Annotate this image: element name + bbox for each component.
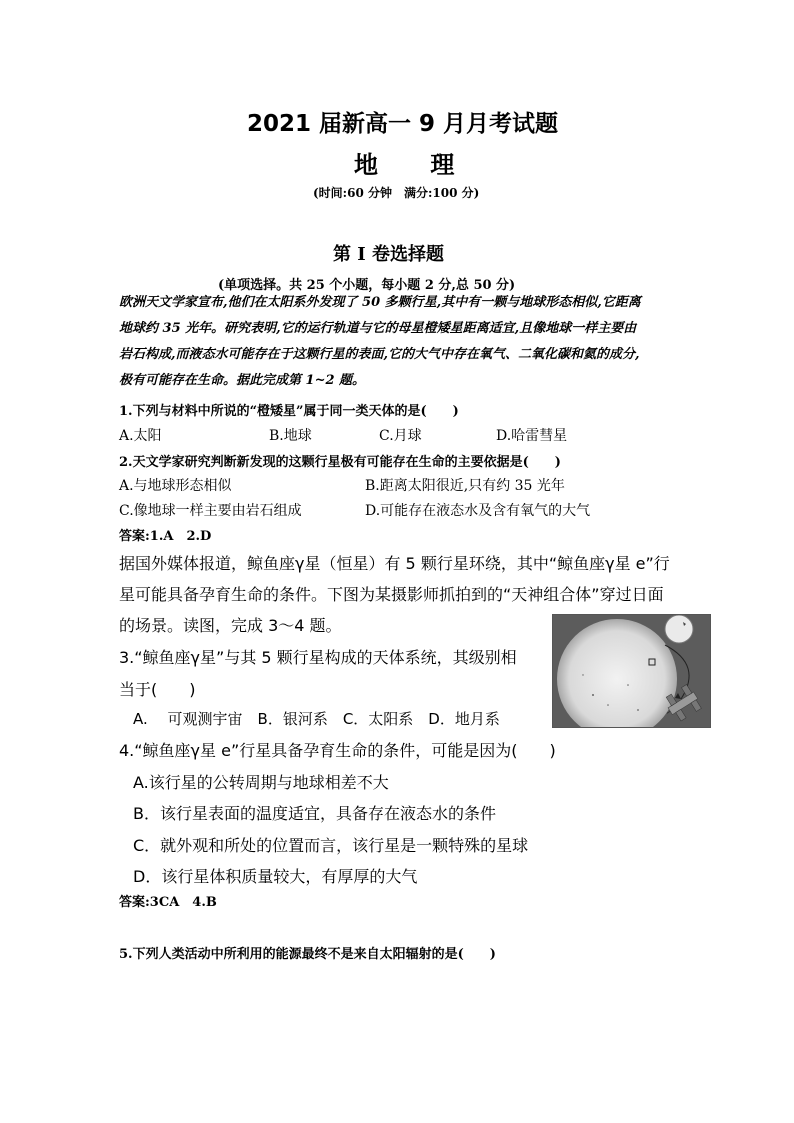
sun-transit-photo [552, 614, 711, 728]
exam-title: 2021 届新高一 9 月月考试题 [247, 111, 559, 137]
question-1-option-b: B.地球 [269, 428, 312, 444]
sun-transit-image [553, 615, 710, 727]
question-2-option-d: D.可能存在液态水及含有氧气的大气 [365, 503, 591, 519]
passage-2-line: 星可能具备孕育生命的条件。下图为某摄影师抓拍到的“天神组合体”穿过日面 [119, 585, 664, 604]
question-3-options: A. 可观测宇宙 B．银河系 C．太阳系 D．地月系 [133, 710, 500, 728]
section-instructions: (单项选择。共 25 个小题，每小题 2 分,总 50 分) [218, 278, 516, 293]
passage-1 [119, 290, 641, 394]
question-4-stem: 4.“鲸鱼座γ星 e”行星具备孕育生命的条件，可能是因为( ) [119, 741, 556, 760]
passage-2-line: 的场景。读图，完成 3～4 题。 [119, 616, 342, 635]
question-2-option-c: C.像地球一样主要由岩石组成 [119, 503, 302, 519]
question-2-option-a: A.与地球形态相似 [119, 478, 232, 494]
question-1-option-a: A.太阳 [119, 428, 162, 444]
question-1-option-d: D.哈雷彗星 [496, 428, 568, 444]
passage-1-line: 极有可能存在生命。据此完成第 1~2 题。 [119, 373, 366, 388]
question-1-option-c: C.月球 [379, 428, 422, 444]
question-4-option-b: B．该行星表面的温度适宜，具备存在液态水的条件 [133, 804, 496, 823]
subject-title: 地 理 [354, 150, 477, 179]
passage-2-line: 据国外媒体报道，鲸鱼座γ星（恒星）有 5 颗行星环绕，其中“鲸鱼座γ星 e”行 [119, 554, 670, 573]
passage-1-line: 岩石构成,而液态水可能存在于这颗行星的表面,它的大气中存在氧气、二氧化碳和氦的成分, [119, 347, 640, 362]
question-3-stem: 3.“鲸鱼座γ星”与其 5 颗行星构成的天体系统，其级别相 [119, 648, 517, 667]
passage-1-line: 地球约 35 光年。研究表明,它的运行轨道与它的母星橙矮星距离适宜,且像地球一样主要由 [119, 321, 637, 336]
answer-1-2: 答案:1.A 2.D [119, 529, 212, 544]
zoom-inset [665, 615, 693, 643]
exam-meta: (时间:60 分钟 满分:100 分) [313, 186, 480, 200]
question-4-option-c: C．就外观和所处的位置而言，该行星是一颗特殊的星球 [133, 836, 529, 855]
question-1-stem: 1.下列与材料中所说的“橙矮星”属于同一类天体的是( ) [119, 404, 459, 419]
question-2-option-b: B.距离太阳很近,只有约 35 光年 [365, 478, 565, 494]
question-4-option-d: D．该行星体积质量较大，有厚厚的大气 [133, 867, 418, 886]
answer-3-4: 答案:3CA 4.B [119, 895, 217, 910]
passage-1-line: 欧洲天文学家宣布,他们在太阳系外发现了 50 多颗行星,其中有一颗与地球形态相似,它距离 [119, 295, 641, 310]
question-3-stem-cont: 当于( ) [119, 680, 196, 699]
section-title: 第 Ⅰ 卷选择题 [333, 244, 444, 265]
question-2-stem: 2.天文学家研究判断新发现的这颗行星极有可能存在生命的主要依据是( ) [119, 455, 561, 470]
question-5-stem: 5.下列人类活动中所利用的能源最终不是来自太阳辐射的是( ) [119, 947, 496, 962]
question-4-option-a: A.该行星的公转周期与地球相差不大 [133, 773, 389, 792]
